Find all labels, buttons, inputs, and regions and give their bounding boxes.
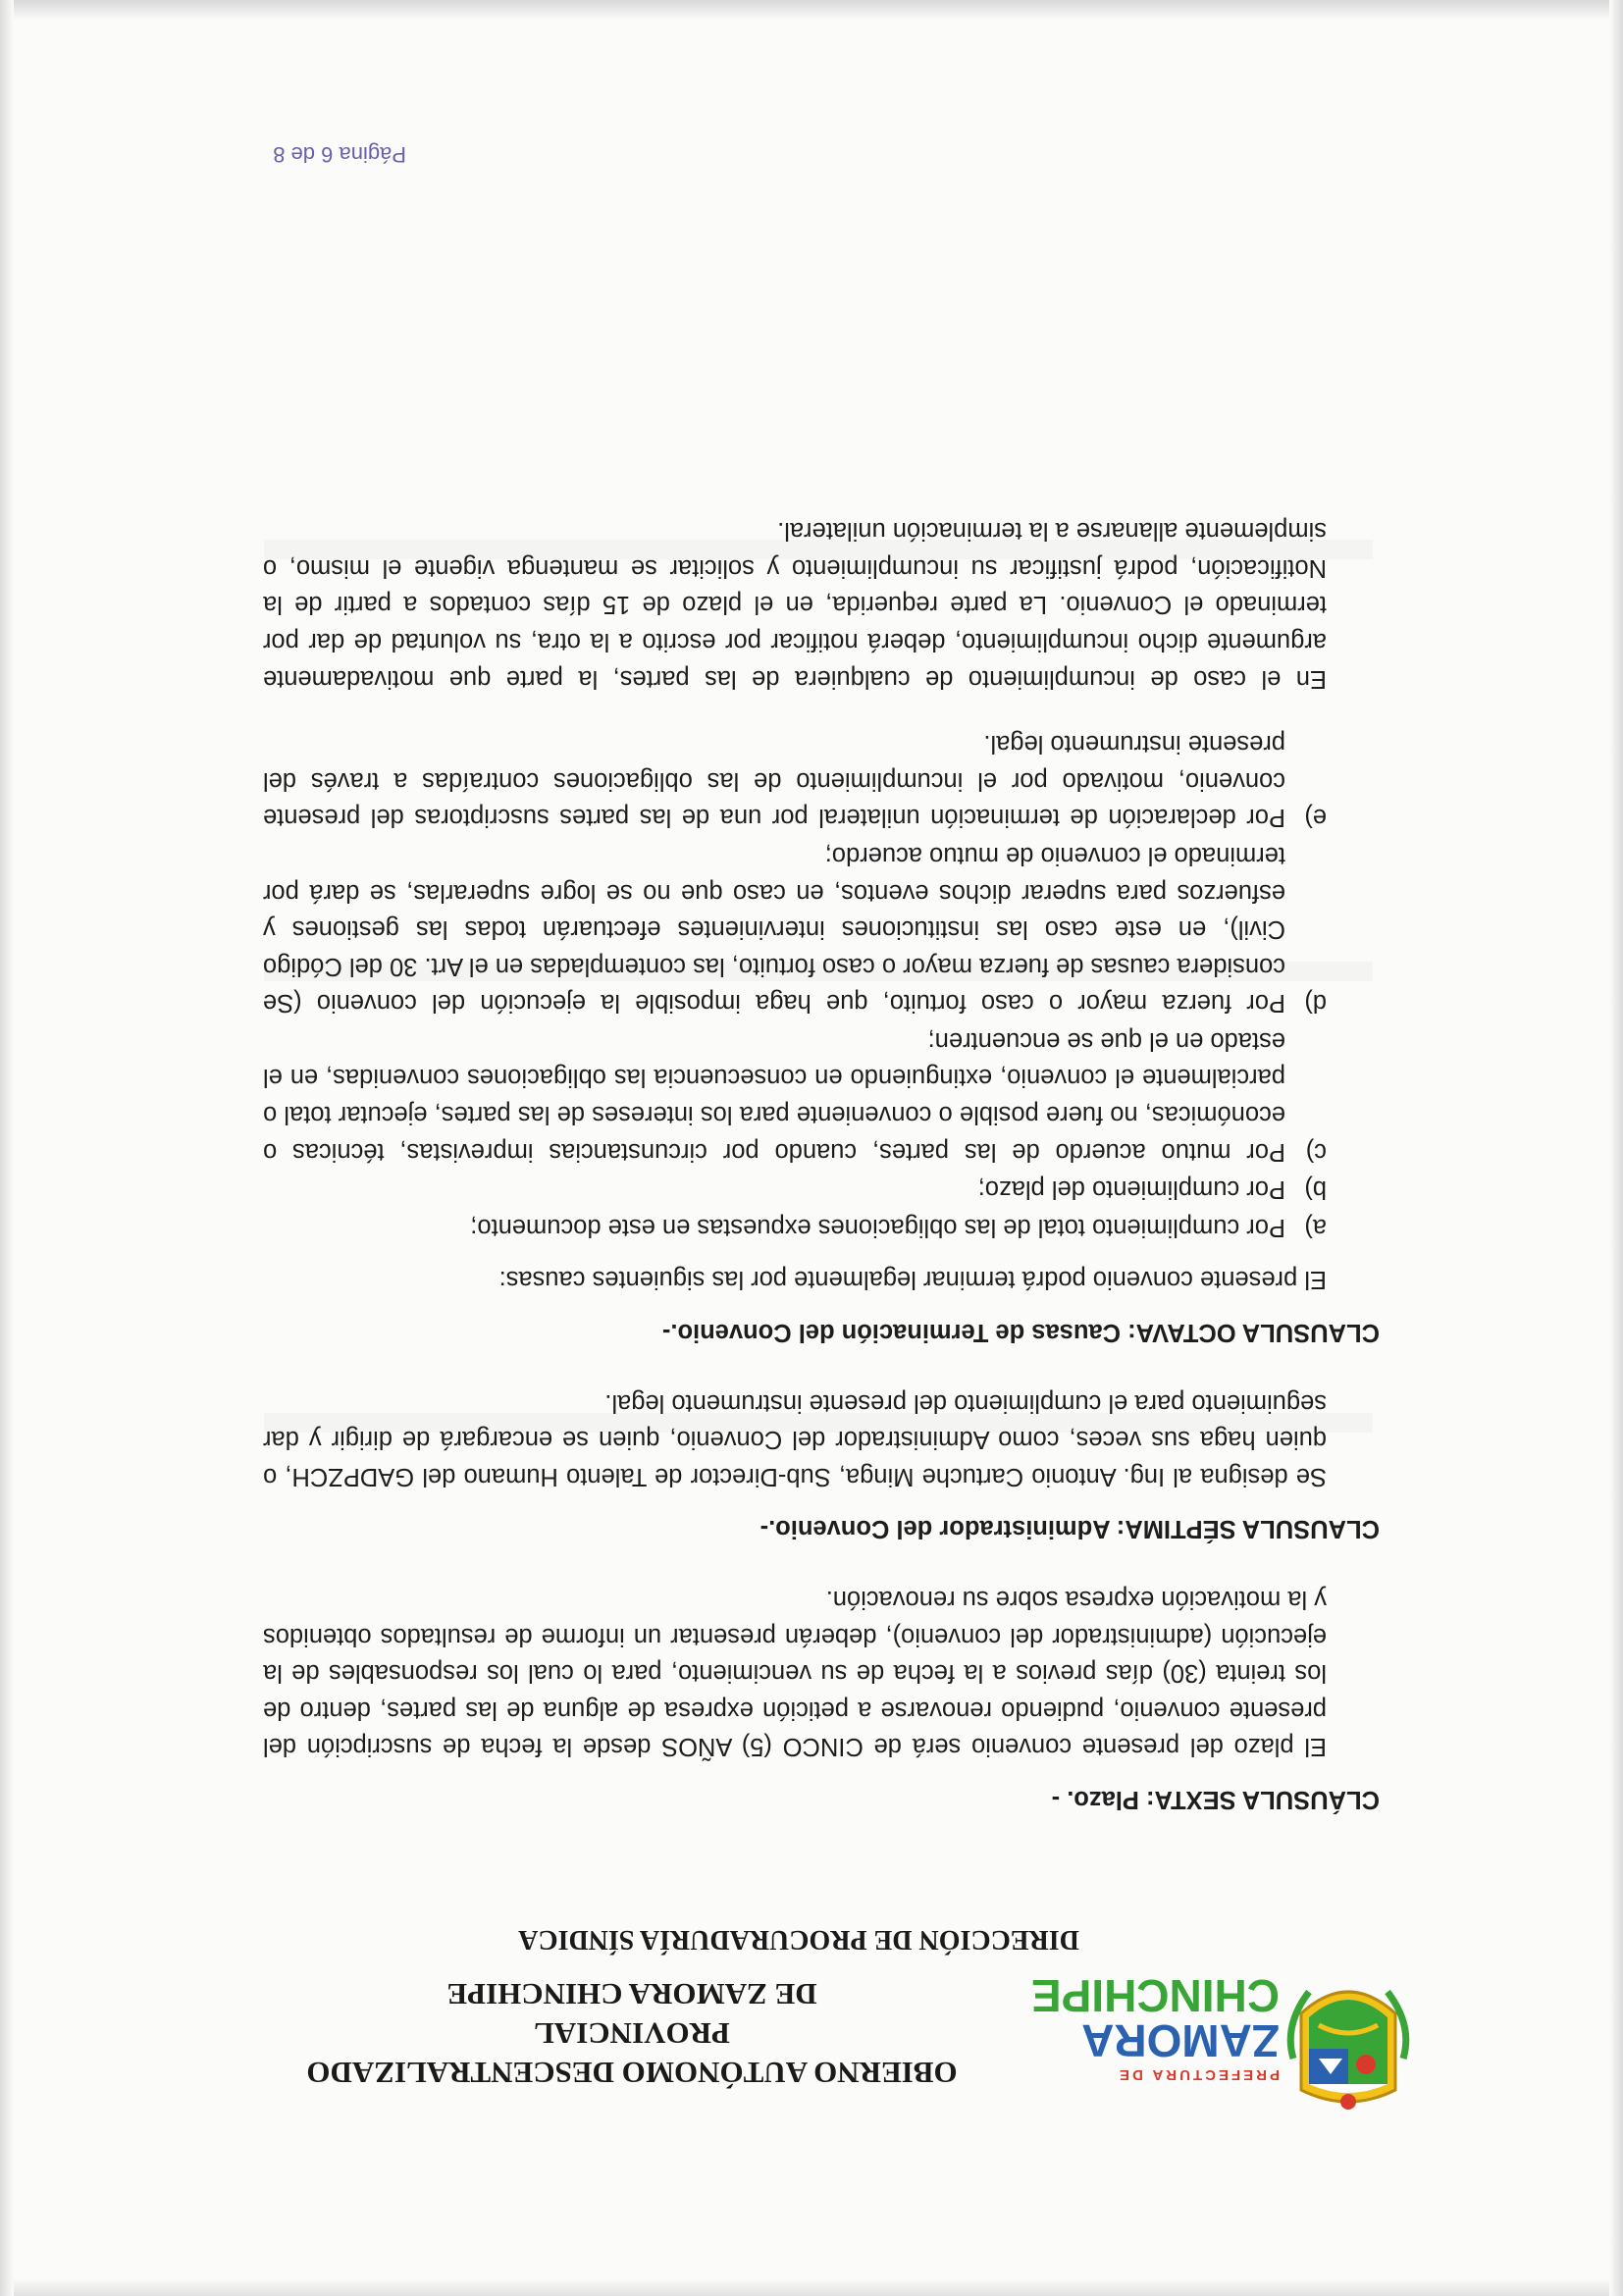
- list-item: [263, 1021, 1327, 1169]
- list-item: [263, 836, 1327, 1020]
- list-item: [263, 1171, 1327, 1208]
- government-title-line2: DE ZAMORA CHINCHIPE: [446, 1977, 817, 2011]
- scan-edge-left: [1609, 0, 1623, 2296]
- list-item-label: e): [1304, 804, 1327, 832]
- page-number: Página 6 de 8: [273, 142, 406, 167]
- clause-eighth-closing: En el caso de incumplimiento de cualquiera de las partes, la parte que motivadamente argumente dicho incumplimiento, deberá notificar por escrito a la otra, su voluntad de dar por terminado el Convenio. La parte requerida, en el plazo de 15 días contados a partir de la Notificación, podrá justificar su incumplimiento y solicitar se mantenga vigente el mismo, o simplemente allanarse a la terminación unilateral.: [263, 517, 1327, 693]
- list-item-text: Por mutuo acuerdo de las partes, cuando por circunstancias imprevistas, técnicas o económicas, no fuere posible o conveniente para los intereses de las partes, ejecutar total o parcialmente el convenio, extinguiendo en consecuencia las obligaciones convenidas, en el estado en el que se encuentren;: [263, 1026, 1285, 1166]
- clause-sixth-title: CLÁUSULA SEXTA: Plazo. -: [1051, 1786, 1380, 1813]
- clause-eighth-title: CLAUSULA OCTAVA: Causas de Terminación del Convenio.-: [661, 1319, 1380, 1347]
- list-item: [263, 725, 1327, 836]
- list-item: [263, 1208, 1327, 1245]
- logo-top-text: PREFECTURA DE: [1117, 2066, 1280, 2083]
- list-item-label: b): [1304, 1175, 1327, 1204]
- document-body: [263, 512, 1380, 1817]
- letterhead: [181, 1894, 1417, 2119]
- clause-eighth-intro: El presente convenio podrá terminar legalmente por las siguientes causas:: [498, 1266, 1327, 1294]
- list-item-text: Por fuerza mayor o caso fortuito, que haga imposible la ejecución del convenio (Se considera causas de fuerza mayor o caso fortuito, las contempladas en el Art. 30 del Código Civil), en este caso las instituciones intervinientes efectuarán todas las gestiones y esfuerzos para superar dichos eventos, en caso que no se logre superarlas, se dará por terminado el convenio de mutuo acuerdo;: [263, 841, 1285, 1018]
- logo-word-zamora: ZAMORA: [1081, 2015, 1280, 2066]
- scan-edge-bottom: [0, 0, 1623, 20]
- prefectura-logo: [1024, 1953, 1417, 2119]
- termination-causes-list: [263, 725, 1380, 1245]
- government-title-line1: OBIERNO AUTÓNOMO DESCENTRALIZADO PROVINCIAL: [306, 2016, 958, 2090]
- list-item-label: a): [1304, 1213, 1327, 1241]
- clause-sixth-text: El plazo del presente convenio será de CINCO (5) AÑOS desde la fecha de suscripción del presente convenio, pudiendo renovarse a petición expresa de alguna de las partes, dentro de los treinta (30) días previos a la fecha de su vencimiento, para lo cual los responsables de la ejecución (administrador del convenio), deberán presentar un informe de resultados obtenidos y la motivación expresa sobre su renovación.: [263, 1586, 1327, 1761]
- scan-edge-right: [0, 0, 14, 2296]
- spacer: [263, 697, 1380, 724]
- direction-title: DIRECCIÓN DE PROCURADURÍA SÍNDICA: [518, 1924, 1079, 1955]
- coat-of-arms-icon: [1290, 1992, 1406, 2110]
- scan-edge-top: [0, 2278, 1623, 2296]
- government-title: [220, 1974, 1044, 2092]
- list-item-text: Por cumplimiento del plazo;: [977, 1175, 1285, 1204]
- list-item-text: Por declaración de terminación unilateral por una de las partes suscriptoras del presente convenio, motivado por el incumplimiento de las obligaciones contraídas a través del presente instrumento legal.: [263, 730, 1285, 832]
- list-item-label: c): [1305, 1137, 1327, 1166]
- clause-seventh-text: Se designa al Ing. Antonio Cartuche Minga, Sub-Director de Talento Humano del GADPZCH, o quien haga sus veces, como Administrador del Convenio, quien se encargará de dirigir y dar seguimiento para el cumplimiento del presente instrumento legal.: [263, 1388, 1327, 1490]
- list-item-text: Por cumplimiento total de las obligaciones expuestas en este documento;: [470, 1213, 1285, 1241]
- list-item-label: d): [1304, 989, 1327, 1018]
- logo-word-chinchipe: CHINCHIPE: [1030, 1970, 1280, 2021]
- clause-seventh-title: CLAUSULA SÉPTIMA: Administrador del Convenio.-: [759, 1515, 1380, 1543]
